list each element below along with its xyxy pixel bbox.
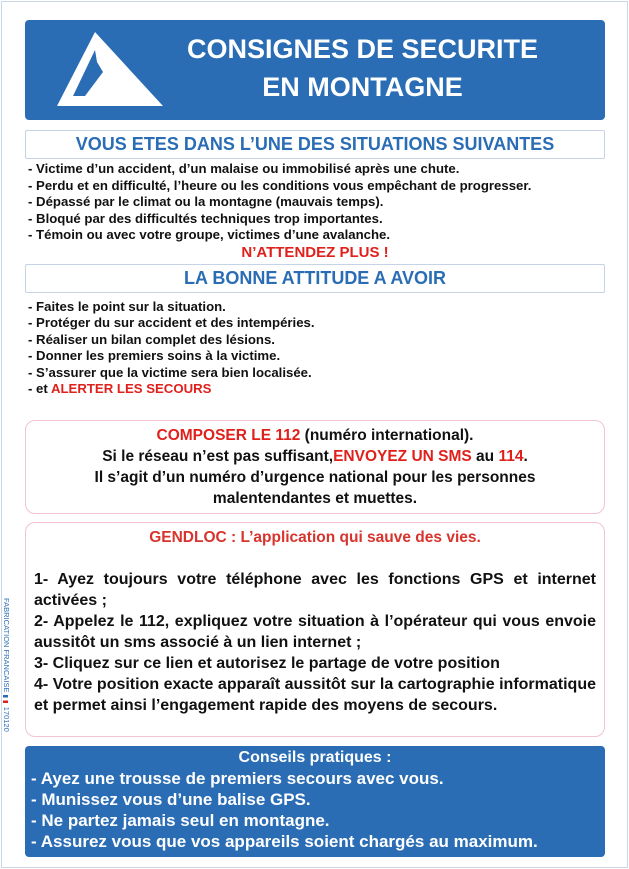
sms-text-intro: Si le réseau n’est pas suffisant, (102, 447, 334, 465)
sms-text: ENVOYEZ UN SMS (333, 447, 472, 465)
section-situations-title: VOUS ETES DANS L’UNE DES SITUATIONS SUIVANTES (25, 130, 605, 159)
sms-period: . (523, 447, 528, 465)
conseil-item: - Ayez une trousse de premiers secours avec vous. (31, 768, 444, 788)
conseils-box (25, 746, 605, 857)
list-item (28, 381, 602, 398)
poster-content (25, 0, 605, 869)
call-112-note: (numéro international). (300, 426, 474, 444)
list-item-prefix: - et (28, 381, 51, 396)
fabrication-code: 170120 (2, 706, 11, 732)
list-item: - Protéger du sur accident et des intempéries. (28, 315, 315, 330)
list-item: - Témoin ou avec votre groupe, victimes d’une avalanche. (28, 227, 391, 242)
french-flag-icon (3, 695, 8, 703)
list-item: - Victime d’un accident, d’un malaise ou immobilisé après une chute. (28, 161, 460, 176)
gendloc-steps (34, 569, 596, 716)
section-attitude-title: LA BONNE ATTITUDE A AVOIR (25, 264, 605, 293)
list-item: - Réaliser un bilan complet des lésions. (28, 331, 275, 347)
gendloc-step: 2- Appelez le 112, expliquez votre situation à l’opérateur qui vous envoie aussitôt un sms associé à un lien internet ; (34, 612, 596, 651)
page-title (120, 30, 605, 106)
situations-list (25, 159, 605, 262)
fabrication-label (0, 598, 11, 778)
list-item: - S’assurer que la victime sera bien localisée. (28, 364, 312, 380)
call-112-text: COMPOSER LE 112 (156, 426, 301, 444)
gendloc-box (25, 522, 605, 737)
list-item: - Dépassé par le climat ou la montagne (mauvais temps). (28, 194, 384, 209)
list-item: - Perdu et en difficulté, l’heure ou les conditions vous empêchant de progresser. (28, 177, 532, 193)
conseil-item: - Assurez vous que vos appareils soient chargés au maximum. (31, 832, 538, 852)
list-item: - Bloqué par des difficultés techniques trop importantes. (28, 210, 383, 226)
conseil-item: - Munissez vous d’une balise GPS. (31, 789, 311, 809)
sms-number: 114 (498, 447, 524, 465)
emergency-call-box (25, 420, 605, 514)
conseil-item: - Ne partez jamais seul en montagne. (31, 811, 330, 831)
title-line-1: CONSIGNES DE SECURITE (186, 34, 539, 64)
header-banner (25, 20, 605, 120)
conseils-title: Conseils pratiques : (238, 748, 392, 766)
sms-text-au: au (471, 447, 499, 465)
alert-rescue-text: ALERTER LES SECOURS (50, 381, 212, 396)
title-line-2: EN MONTAGNE (262, 72, 463, 102)
sms-description: Il s’agit d’un numéro d’urgence national pour les personnes malentendantes et muettes. (94, 468, 536, 507)
gendloc-step: 3- Cliquez sur ce lien et autorisez le partage de votre position (34, 654, 500, 672)
gendloc-title: GENDLOC : L’application qui sauve des vies. (149, 528, 481, 546)
list-item: - Donner les premiers soins à la victime. (28, 348, 281, 363)
alert-text: N’ATTENDEZ PLUS ! (241, 243, 389, 261)
gendloc-step: 1- Ayez toujours votre téléphone avec les fonctions GPS et internet activées ; (34, 570, 596, 609)
list-item: - Faites le point sur la situation. (28, 298, 226, 314)
gendloc-step: 4- Votre position exacte apparaît aussitôt sur la cartographie informatique et permet ainsi l’engagement rapide des moyens de secours. (34, 675, 596, 714)
attitude-list (25, 293, 605, 398)
fabrication-text: FABRICATION FRANCAISE (2, 598, 11, 693)
